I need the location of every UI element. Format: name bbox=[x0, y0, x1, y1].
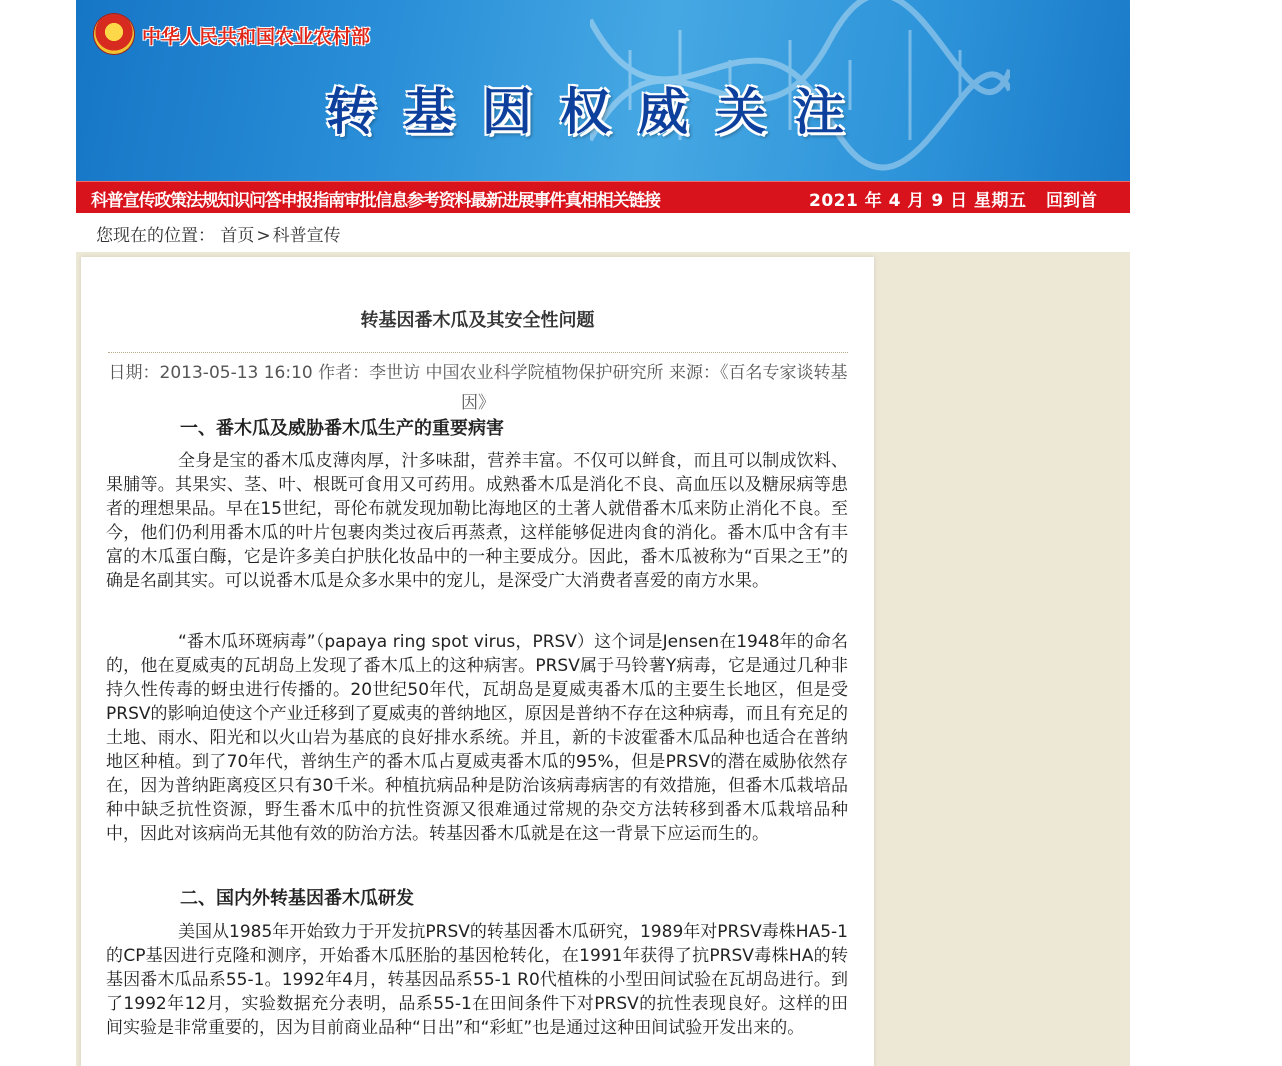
breadcrumb-separator: > bbox=[256, 226, 271, 246]
paragraph-2: “番木瓜环斑病毒”（papaya ring spot virus，PRSV）这个词是Jensen在1948年的命名的，他在夏威夷的瓦胡岛上发现了番木瓜上的这种病害。PRSV属于马铃薯Y病毒，它是通过几种非持久性传毒的蚜虫进行传播的。20世纪50年代，瓦胡岛是夏威夷番木瓜的主要生长地区，但是受PRSV的影响迫使这个产业迁移到了夏威夷的普纳地区，原因是普纳不存在这种病毒，而且有充足的土地、雨水、阳光和以火山岩为基底的良好排水系统。并且，新的卡波霍番木瓜品种也适合在普纳地区种植。到了70年代，普纳生产的番木瓜占夏威夷番木瓜的95%，但是PRSV的潜在威胁依然存在，因为普纳距离疫区只有30千米。种植抗病品种是防治该病毒病害的有效措施，但番木瓜栽培品种中缺乏抗性资源，野生番木瓜中的抗性资源又很难通过常规的杂交方法转移到番木瓜栽培品种中，因此对该病尚无其他有效的防治方法。转基因番木瓜就是在这一背景下应运而生的。 bbox=[106, 632, 848, 844]
breadcrumb bbox=[96, 221, 341, 246]
breadcrumb-current[interactable]: 科普宣传 bbox=[272, 226, 341, 246]
nav-date: 2021 年 4 月 9 日 星期五 bbox=[809, 191, 1027, 211]
article-title: 转基因番木瓜及其安全性问题 bbox=[360, 310, 595, 331]
meta-divider bbox=[108, 352, 848, 353]
nav-links[interactable]: 科普宣传政策法规知识问答申报指南审批信息参考资料最新进展事件真相相关链接 bbox=[91, 191, 660, 211]
back-home-link[interactable]: 回到首 bbox=[1046, 191, 1097, 211]
paragraph-3: 美国从1985年开始致力于开发抗PRSV的转基因番木瓜研究，1989年对PRSV毒株HA5-1的CP基因进行克隆和测序，开始番木瓜胚胎的基因枪转化，在1991年获得了抗PRSV毒株HA的转基因番木瓜品系55-1。1992年4月，转基因品系55-1 R0代植株的小型田间试验在瓦胡岛进行。到了1992年12月，实验数据充分表明，品系55-1在田间条件下对PRSV的抗性表现良好。这样的田间实验是非常重要的，因为目前商业品种“日出”和“彩虹”也是通过这种田间试验开发出来的。 bbox=[106, 922, 848, 1038]
breadcrumb-label: 您现在的位置： bbox=[96, 226, 215, 246]
section-heading-2: 二、国内外转基因番木瓜研发 bbox=[180, 888, 414, 909]
section-heading-1: 一、番木瓜及威胁番木瓜生产的重要病害 bbox=[180, 418, 504, 439]
article-meta: 日期：2013-05-13 16:10 作者：李世访 中国农业科学院植物保护研究所 来源：《百名专家谈转基因》 bbox=[108, 363, 848, 413]
ministry-name: 中华人民共和国农业农村部 bbox=[142, 26, 371, 48]
national-emblem-icon bbox=[94, 14, 134, 54]
site-title: 转基因权威关注 bbox=[326, 82, 872, 141]
header-banner bbox=[76, 0, 1130, 181]
main-nav-bar bbox=[76, 181, 1130, 213]
breadcrumb-home-link[interactable]: 首页 bbox=[220, 226, 255, 246]
paragraph-1: 全身是宝的番木瓜皮薄肉厚，汁多味甜，营养丰富。不仅可以鲜食，而且可以制成饮料、果脯等。其果实、茎、叶、根既可食用又可药用。成熟番木瓜是消化不良、高血压以及糖尿病等患者的理想果品。早在15世纪，哥伦布就发现加勒比海地区的土著人就借番木瓜来防止消化不良。至今，他们仍利用番木瓜的叶片包裹肉类过夜后再蒸煮，这样能够促进肉食的消化。番木瓜中含有丰富的木瓜蛋白酶，它是许多美白护肤化妆品中的一种主要成分。因此，番木瓜被称为“百果之王”的确是名副其实。可以说番木瓜是众多水果中的宠儿，是深受广大消费者喜爱的南方水果。 bbox=[106, 451, 848, 591]
